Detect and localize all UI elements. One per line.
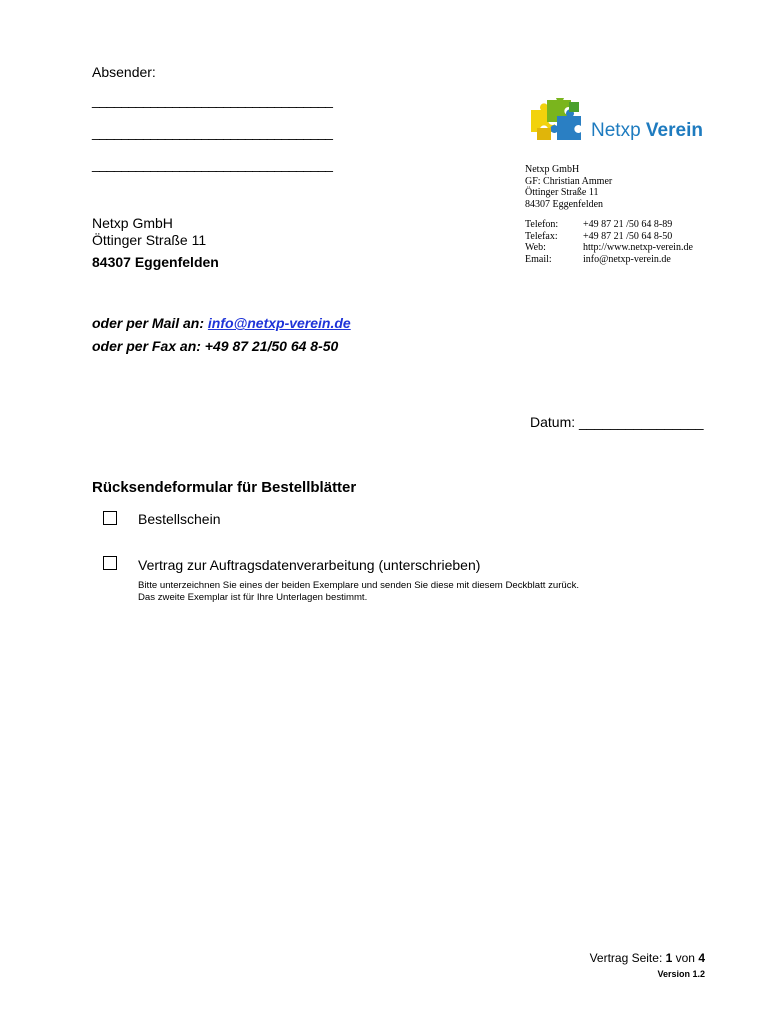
vertrag-label: Vertrag zur Auftragsdatenverarbeitung (unterschrieben) <box>138 557 481 573</box>
date-blank[interactable]: ________________ <box>579 414 704 430</box>
netxp-verein-logo <box>527 98 737 146</box>
puzzle-pieces-icon <box>527 98 587 144</box>
mail-line <box>92 315 351 331</box>
contact-value-link[interactable]: http://www.netxp-verein.de <box>583 242 693 253</box>
sender-line-1: _________________________________ <box>92 92 333 108</box>
page-total: 4 <box>698 951 705 965</box>
date-field <box>530 414 704 430</box>
vertrag-checkbox[interactable] <box>103 556 117 570</box>
logo-brand-light: Netxp <box>591 120 641 141</box>
contact-key: Email: <box>525 253 552 265</box>
recipient-street: Öttinger Straße 11 <box>92 232 207 248</box>
note-line-1: Bitte unterzeichnen Sie eines der beiden Exemplare und senden Sie diese mit diesem Deckblatt zurück. <box>138 580 580 591</box>
contact-row-web <box>525 242 755 254</box>
contact-value-link[interactable]: info@netxp-verein.de <box>583 253 671 265</box>
page-prefix: Vertrag Seite: <box>589 951 666 965</box>
contact-row-phone <box>525 219 755 231</box>
logo-brand-bold: Verein <box>645 120 703 141</box>
sender-label: Absender: <box>92 64 156 80</box>
contact-row-email <box>525 254 755 266</box>
contact-row-fax <box>525 231 755 243</box>
company-name: Netxp GmbH <box>525 164 580 175</box>
page-current: 1 <box>665 951 673 965</box>
company-contacts <box>525 219 755 265</box>
page-indicator <box>590 951 705 965</box>
version-label: Version 1.2 <box>657 969 705 979</box>
bestellschein-checkbox[interactable] <box>103 511 117 525</box>
bestellschein-label: Bestellschein <box>138 511 221 527</box>
sender-line-3: _________________________________ <box>92 156 333 172</box>
recipient-company: Netxp GmbH <box>92 215 173 231</box>
contact-value: +49 87 21 /50 64 8-50 <box>583 230 673 242</box>
contact-key: Telefax: <box>525 230 558 242</box>
company-info <box>525 164 725 210</box>
sender-line-2: _________________________________ <box>92 124 333 140</box>
contact-key: Web: <box>525 242 546 253</box>
page-of: von <box>672 951 699 965</box>
company-ceo: GF: Christian Ammer <box>525 175 613 187</box>
company-street: Öttinger Straße 11 <box>525 187 599 198</box>
mail-link[interactable]: info@netxp-verein.de <box>207 315 351 331</box>
company-city: 84307 Eggenfelden <box>525 198 604 210</box>
mail-prefix: oder per Mail an: <box>92 315 208 331</box>
contact-value: +49 87 21 /50 64 8-89 <box>583 219 673 230</box>
note-line-2: Das zweite Exemplar ist für Ihre Unterlagen bestimmt. <box>138 592 368 603</box>
fax-line: oder per Fax an: +49 87 21/50 64 8-50 <box>92 338 339 354</box>
logo-wordmark <box>591 120 703 142</box>
date-label: Datum: <box>530 414 580 430</box>
recipient-city: 84307 Eggenfelden <box>92 254 219 270</box>
contact-key: Telefon: <box>525 219 559 230</box>
form-title: Rücksendeformular für Bestellblätter <box>92 479 357 496</box>
